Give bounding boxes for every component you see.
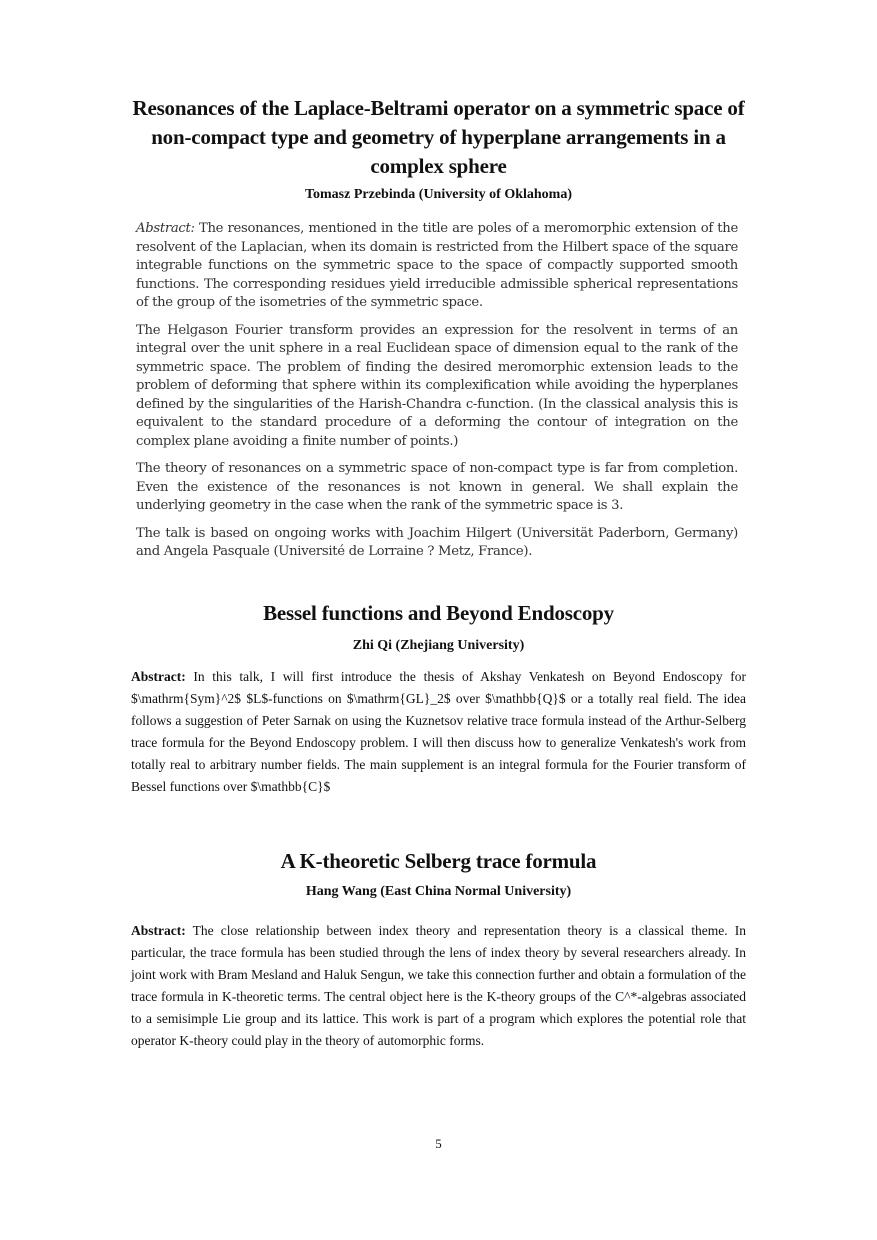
abstract-text: In this talk, I will first introduce the thesis of Akshay Venkatesh on Beyond Endoscopy for $\mathrm{Sym}^2$ $L$-functions on $\mathrm{GL}_2$ over $\mathbb{Q}$ or a totally real field. The idea follows a suggestion of Peter Sarnak on using the Kuznetsov relative trace formula instead of the Arthur-Selberg trace formula for the Beyond Endoscopy problem. I will then discuss how to generalize Venkatesh's work from totally real to arbitrary number fields. The main supplement is an integral formula for the Fourier transform of Bessel functions over $\mathbb{C}$: [131, 669, 746, 794]
talk-title-2: Bessel functions and Beyond Endoscopy: [263, 601, 614, 625]
abstract-paragraph: [131, 920, 746, 1052]
page-number: 5: [435, 1136, 442, 1151]
abstract-text: The resonances, mentioned in the title are poles of a meromorphic extension of the resolvent of the Laplacian, when its domain is restricted from the Hilbert space of the square integrable functions on the symmetric space to the space of compactly supported smooth functions. The corresponding residues yield irreducible admissible spherical representations of the group of the isometries of the symmetric space.: [136, 221, 738, 310]
talk-author-1: Tomasz Przebinda (University of Oklahoma): [304, 187, 573, 202]
abstract-paragraph: The theory of resonances on a symmetric space of non-compact type is far from completion. Even the existence of the resonances is not known in general. We shall explain the underlying geometry in the case when the rank of the symmetric space is 3.: [136, 461, 738, 513]
talk-author-3: Hang Wang (East China Normal University): [305, 884, 572, 899]
talk-author-2: Zhi Qi (Zhejiang University): [352, 638, 525, 653]
talk-title-1: Resonances of the Laplace-Beltrami operator on a symmetric space of non-compact type and geometry of hyperplane arrangements in a complex sphere: [132, 96, 745, 178]
abstract-paragraph: [131, 666, 746, 798]
abstract-paragraph: [136, 220, 738, 313]
abstract-text: The close relationship between index theory and representation theory is a classical theme. In particular, the trace formula has been studied through the lens of index theory by several researchers already. In joint work with Bram Mesland and Haluk Sengun, we take this connection further and obtain a formulation of the trace formula in K-theoretic terms. The central object here is the K-theory groups of the C^*-algebras associated to a semisimple Lie group and its lattice. This work is part of a program which explores the potential role that operator K-theory could play in the theory of automorphic forms.: [131, 923, 746, 1048]
abstract-label: Abstract:: [136, 221, 195, 236]
abstract-label: Abstract:: [131, 669, 186, 684]
abstract-paragraph: The Helgason Fourier transform provides an expression for the resolvent in terms of an integral over the unit sphere in a real Euclidean space of dimension equal to the rank of the symmetric space. The problem of finding the desired meromorphic extension leads to the problem of deforming that sphere within its complexification while avoiding the hyperplanes defined by the singularities of the Harish-Chandra c-function. (In the classical analysis this is equivalent to the standard procedure of a deforming the contour of integration on the complex plane avoiding a finite number of points.): [136, 322, 738, 449]
abstract-paragraph: The talk is based on ongoing works with Joachim Hilgert (Universität Paderborn, Germany) and Angela Pasquale (Université de Lorraine ? Metz, France).: [136, 525, 738, 559]
talk-abstract-1: [136, 220, 738, 571]
talk-abstract-2: [131, 666, 746, 798]
abstract-label: Abstract:: [131, 923, 186, 938]
talk-title-3: A K-theoretic Selberg trace formula: [280, 849, 597, 873]
talk-abstract-3: [131, 920, 746, 1052]
